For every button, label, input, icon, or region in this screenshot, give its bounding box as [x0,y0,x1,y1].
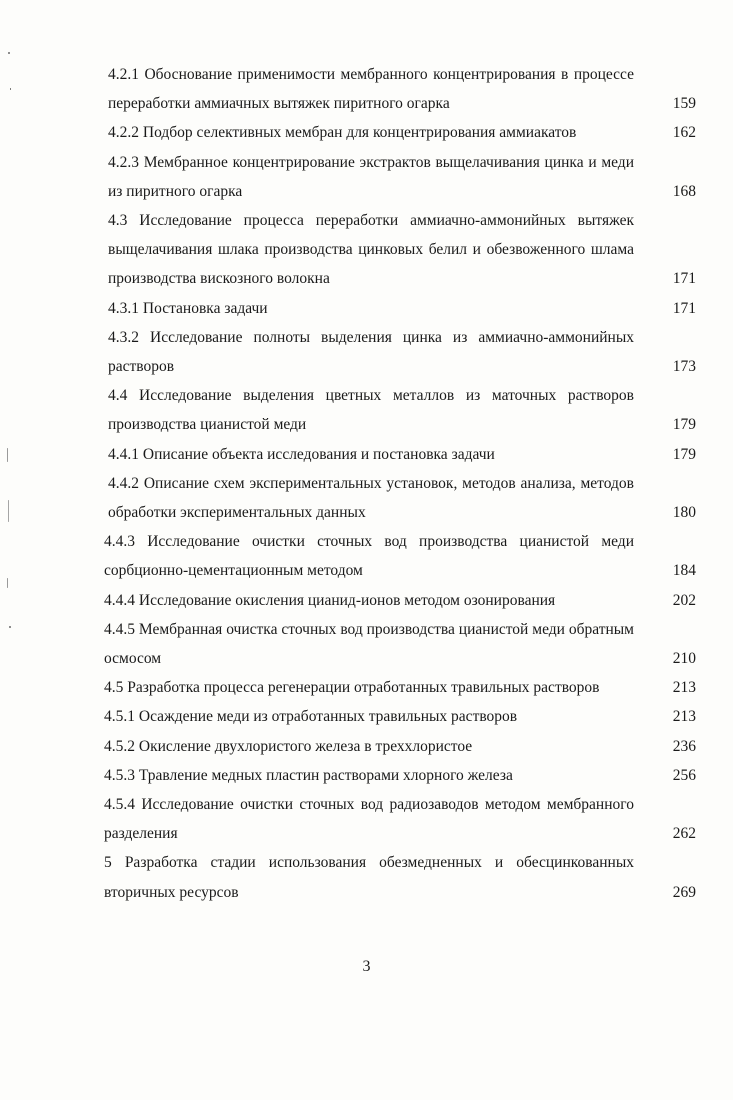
table-of-contents [104,60,696,907]
toc-entry[interactable] [108,440,696,469]
toc-entry-page: 210 [672,650,696,668]
toc-entry-title: 4.4.2 Описание схем экспериментальных установок, методов анализа, методов обработки экспериментальных данных [108,474,634,522]
toc-entry[interactable] [108,323,696,381]
toc-entry-title: 4.5.3 Травление медных пластин растворами хлорного железа [104,766,513,784]
toc-entry-title: 4.5 Разработка процесса регенерации отработанных травильных растворов [104,679,600,697]
toc-entry-page: 179 [672,445,696,463]
toc-entry-title: 4.5.2 Окисление двухлористого железа в треххлористое [104,737,473,755]
scan-speck [10,88,11,90]
toc-entry-page: 168 [672,182,696,200]
toc-entry[interactable] [104,615,696,673]
scan-speck [7,448,8,462]
toc-entry[interactable] [108,118,696,147]
toc-entry-title: 4.3.1 Постановка задачи [108,299,268,317]
toc-entry-page: 236 [672,737,696,755]
toc-entry-page: 256 [672,766,696,784]
toc-entry-title: 4.2.2 Подбор селективных мембран для концентрирования аммиакатов [108,124,577,142]
toc-entry-title: 4.4.5 Мембранная очистка сточных вод производства цианистой меди обратным осмосом [104,620,634,668]
scan-speck [8,500,9,522]
toc-entry-page: 179 [672,416,696,434]
toc-entry-page: 162 [672,124,696,142]
toc-entry-title: 5 Разработка стадии использования обезмедненных и обесцинкованных вторичных ресурсов [104,854,634,901]
scan-speck [8,52,10,54]
toc-entry-title: 4.4.1 Описание объекта исследования и постановка задачи [108,445,495,463]
toc-entry-page: 262 [672,825,696,843]
toc-entry-page: 159 [672,95,696,113]
toc-entry-page: 202 [672,591,696,609]
toc-entry-title: 4.5.4 Исследование очистки сточных вод радиозаводов методом мембранного разделения [104,796,634,843]
toc-entry-title: 4.4 Исследование выделения цветных металлов из маточных растворов производства цианистой меди [108,387,634,434]
toc-entry[interactable] [108,469,696,527]
toc-entry-title: 4.3 Исследование процесса переработки аммиачно-аммонийных вытяжек выщелачивания шлака производства цинковых белил и обезвоженного шлама производства вискозного волокна [108,212,634,288]
toc-entry-page: 173 [672,358,696,376]
toc-entry-page: 180 [672,504,696,522]
scan-speck [9,626,11,628]
toc-entry[interactable] [104,848,696,906]
toc-entry[interactable] [104,586,696,615]
toc-entry[interactable] [104,702,696,731]
toc-entry-title: 4.4.3 Исследование очистки сточных вод производства цианистой меди сорбционно-цементационным методом [104,533,634,580]
toc-entry[interactable] [108,381,696,439]
toc-entry-title: 4.2.1 Обоснование применимости мембранного концентрирования в процессе переработки аммиачных вытяжек пиритного огарка [108,66,634,113]
toc-entry-page: 171 [672,270,696,288]
toc-entry[interactable] [104,527,696,585]
toc-entry-page: 171 [672,299,696,317]
toc-entry[interactable] [104,761,696,790]
toc-entry-page: 213 [672,679,696,697]
toc-entry-title: 4.5.1 Осаждение меди из отработанных травильных растворов [104,708,518,726]
page-number: 3 [362,958,371,975]
toc-entry-page: 184 [672,562,696,580]
toc-entry-title: 4.3.2 Исследование полноты выделения цинка из аммиачно-аммонийных растворов [108,328,634,376]
toc-entry[interactable] [104,673,696,702]
toc-entry[interactable] [104,732,696,761]
toc-entry[interactable] [108,60,696,118]
toc-entry-page: 269 [672,883,696,901]
toc-entry[interactable] [108,294,696,323]
toc-entry-title: 4.4.4 Исследование окисления цианид-ионов методом озонирования [104,591,556,609]
toc-entry[interactable] [108,206,696,294]
scan-speck [7,578,8,588]
toc-entry[interactable] [108,148,696,206]
toc-entry[interactable] [104,790,696,848]
toc-entry-page: 213 [672,708,696,726]
toc-entry-title: 4.2.3 Мембранное концентрирование экстрактов выщелачивания цинка и меди из пиритного огарка [108,153,634,200]
